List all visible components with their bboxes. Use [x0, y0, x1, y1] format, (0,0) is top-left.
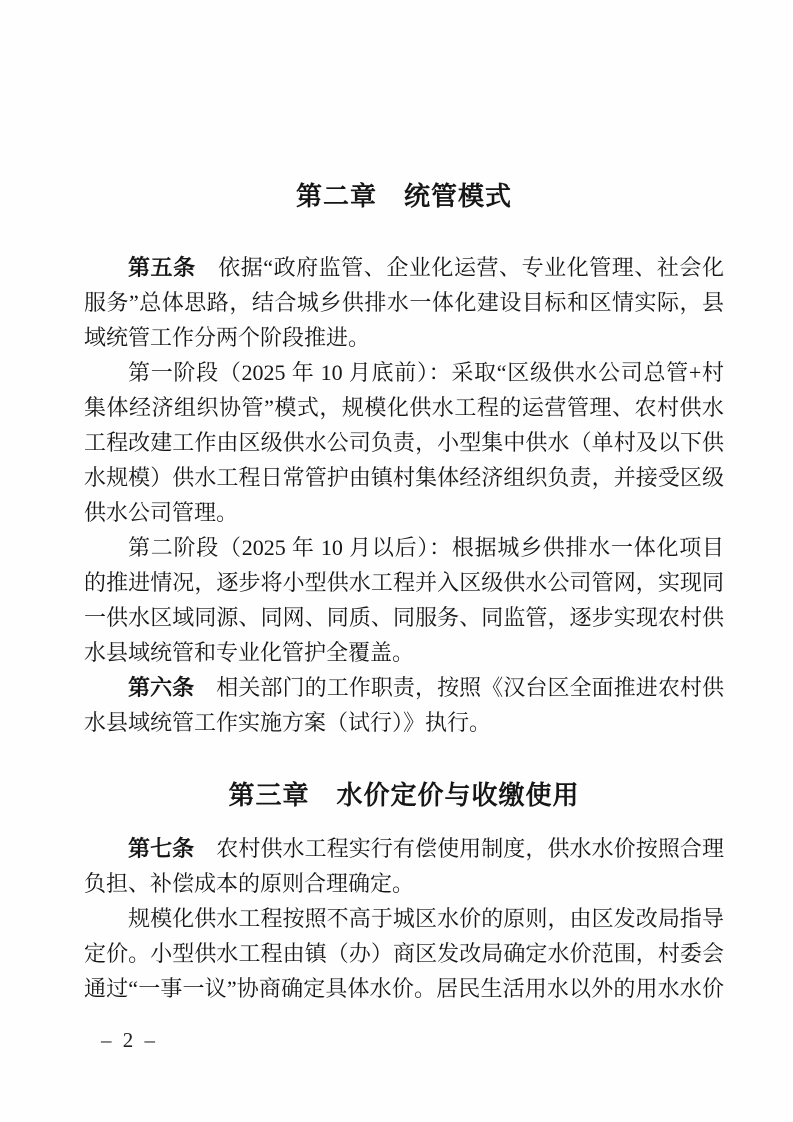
- text-line: 供水公司管理。: [84, 500, 239, 525]
- article-number: 第六条: [128, 675, 195, 700]
- text-line: 第二阶段（2025 年 10 月以后）：根据城乡供排水一体化项目: [128, 535, 724, 560]
- text-line: 定价。小型供水工程由镇（办）商区发改局确定水价范围，村委会: [84, 941, 724, 966]
- text-line: 服务”总体思路，结合城乡供排水一体化建设目标和区情实际，县: [84, 290, 724, 315]
- article-number: 第五条: [128, 255, 196, 280]
- text-line: 规模化供水工程按照不高于城区水价的原则，由区发改局指导: [128, 906, 724, 931]
- text-line: 通过“一事一议”协商确定具体水价。居民生活用水以外的用水水价: [84, 976, 724, 1001]
- chapter-heading: 第二章 统管模式: [295, 181, 512, 211]
- text-line: 第五条 依据“政府监管、企业化运营、专业化管理、社会化: [128, 255, 724, 280]
- text-line: 的推进情况，逐步将小型供水工程并入区级供水公司管网，实现同: [84, 570, 724, 595]
- page-number: – 2 –: [101, 1028, 158, 1052]
- text-line: 负担、补偿成本的原则合理确定。: [84, 871, 415, 896]
- text-line: 第六条 相关部门的工作职责，按照《汉台区全面推进农村供: [128, 675, 724, 700]
- chapter-heading: 第三章 水价定价与收缴使用: [228, 780, 580, 810]
- text-line: 第一阶段（2025 年 10 月底前）：采取“区级供水公司总管+村: [128, 360, 724, 385]
- text-line: 域统管工作分两个阶段推进。: [84, 325, 371, 350]
- text-line: 工程改建工作由区级供水公司负责，小型集中供水（单村及以下供: [84, 430, 724, 455]
- text-line: 水规模）供水工程日常管护由镇村集体经济组织负责，并接受区级: [84, 465, 724, 490]
- text-line: 第七条 农村供水工程实行有偿使用制度，供水水价按照合理: [128, 836, 724, 861]
- article-number: 第七条: [128, 836, 195, 861]
- text-line: 水县域统管工作实施方案（试行）》执行。: [84, 710, 492, 735]
- text-line: 一供水区域同源、同网、同质、同服务、同监管，逐步实现农村供: [84, 605, 724, 630]
- text-line: 集体经济组织协管”模式，规模化供水工程的运营管理、农村供水: [84, 395, 724, 420]
- text-line: 水县域统管和专业化管护全覆盖。: [84, 640, 415, 665]
